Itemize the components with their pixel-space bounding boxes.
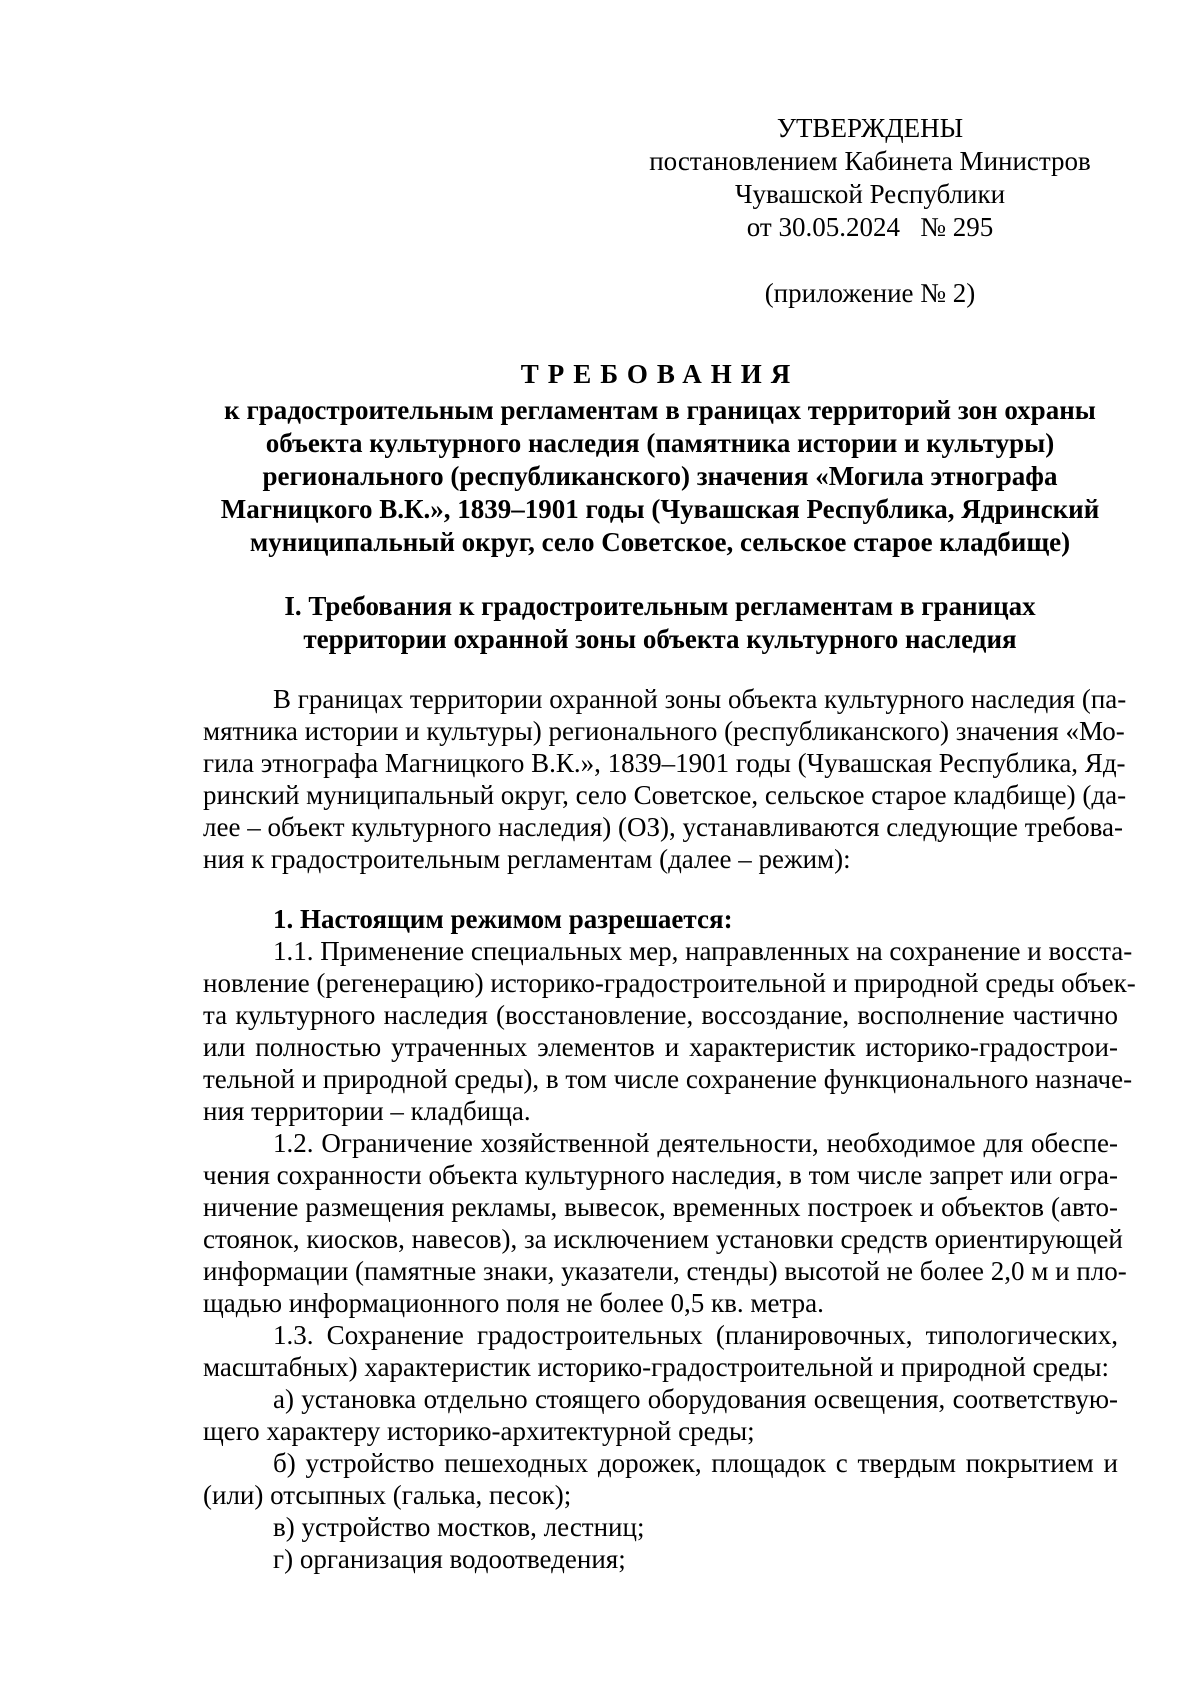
body-text: [203, 683, 1136, 1575]
paragraph-line: тельной и природной среды), в том числе сохранение функционального назначе-: [203, 1064, 1133, 1094]
paragraph-line: или полностью утраченных элементов и характеристик историко-градострои-: [203, 1032, 1118, 1062]
paragraph-line: щего характеру историко-архитектурной среды;: [203, 1416, 755, 1446]
paragraph-line: масштабных) характеристик историко-градостроительной и природной среды:: [203, 1352, 1110, 1382]
title-subtitle-line: муниципальный округ, село Советское, сельское старое кладбище): [249, 527, 1071, 557]
item-1-1-paragraph: [203, 935, 1136, 1127]
paragraph-line: ничение размещения рекламы, вывесок, временных построек и объектов (авто-: [203, 1192, 1118, 1222]
section-heading-line: I. Требования к градостроительным регламентам в границах: [284, 591, 1036, 621]
title-subtitle-line: Магницкого В.К.», 1839–1901 годы (Чувашская Республика, Ядринский: [220, 494, 1100, 524]
approval-stamp-block: [640, 112, 1100, 310]
approval-region: Чувашской Республики: [734, 179, 1006, 209]
sub-item-b: [203, 1447, 1118, 1511]
paragraph-line: лее – объект культурного наследия) (ОЗ), устанавливаются следующие требова-: [203, 812, 1123, 842]
appendix-label: (приложение № 2): [764, 278, 976, 308]
title-subtitle-line: объекта культурного наследия (памятника истории и культуры): [265, 428, 1055, 458]
paragraph-line: чения сохранности объекта культурного наследия, в том числе запрет или огра-: [203, 1160, 1119, 1190]
sub-item-c: в) устройство мостков, лестниц;: [273, 1512, 645, 1542]
document-title: ТРЕБОВАНИЯ: [520, 359, 800, 389]
paragraph-line: стоянок, киосков, навесов), за исключением установки средств ориентирующей: [203, 1224, 1123, 1254]
paragraph-line: мятника истории и культуры) регионального (республиканского) значения «Мо-: [203, 716, 1125, 746]
approval-heading: УТВЕРЖДЕНЫ: [776, 113, 964, 143]
section-heading: [205, 590, 1115, 656]
intro-paragraph: [203, 683, 1127, 875]
sub-item-d: г) организация водоотведения;: [273, 1544, 626, 1574]
paragraph-line: ния территории – кладбища.: [203, 1096, 531, 1126]
document-title-block: [205, 358, 1115, 559]
sub-item-a: [203, 1383, 1118, 1447]
paragraph-line: ния к градостроительным регламентам (далее – режим):: [203, 844, 851, 874]
paragraph-line: гила этнографа Магницкого В.К.», 1839–1901 годы (Чувашская Республика, Яд-: [203, 748, 1126, 778]
paragraph-line: В границах территории охранной зоны объекта культурного наследия (па-: [273, 684, 1127, 714]
approval-issuer: постановлением Кабинета Министров: [649, 146, 1091, 176]
item-1-2-paragraph: [203, 1127, 1127, 1319]
paragraph-line: 1.3. Сохранение градостроительных (планировочных, типологических,: [273, 1320, 1118, 1350]
paragraph-line: (или) отсыпных (галька, песок);: [203, 1480, 572, 1510]
paragraph-line: информации (памятные знаки, указатели, стенды) высотой не более 2,0 м и пло-: [203, 1256, 1127, 1286]
paragraph-line: 1.2. Ограничение хозяйственной деятельности, необходимое для обеспе-: [273, 1128, 1118, 1158]
title-subtitle-line: регионального (республиканского) значения «Могила этнографа: [262, 461, 1058, 491]
approval-date-number: от 30.05.2024 № 295: [746, 212, 994, 242]
paragraph-line: щадью информационного поля не более 0,5 кв. метра.: [203, 1288, 824, 1318]
paragraph-line: 1.1. Применение специальных мер, направленных на сохранение и восста-: [273, 936, 1133, 966]
paragraph-spacer: [203, 875, 1118, 903]
paragraph-line: ринский муниципальный округ, село Советское, сельское старое кладбище) (да-: [203, 780, 1127, 810]
paragraph-line: б) устройство пешеходных дорожек, площадок с твердым покрытием и: [273, 1448, 1118, 1478]
paragraph-line: а) установка отдельно стоящего оборудования освещения, соответствую-: [273, 1384, 1118, 1414]
item-1-3-paragraph: [203, 1319, 1118, 1383]
item-1-heading: 1. Настоящим режимом разрешается:: [273, 904, 733, 934]
paragraph-line: новление (регенерацию) историко-градостроительной и природной среды объек-: [203, 968, 1136, 998]
paragraph-line: та культурного наследия (восстановление, воссоздание, восполнение частично: [203, 1000, 1118, 1030]
title-subtitle-line: к градостроительным регламентам в границах территорий зон охраны: [224, 395, 1096, 425]
section-heading-line: территории охранной зоны объекта культурного наследия: [303, 624, 1017, 654]
